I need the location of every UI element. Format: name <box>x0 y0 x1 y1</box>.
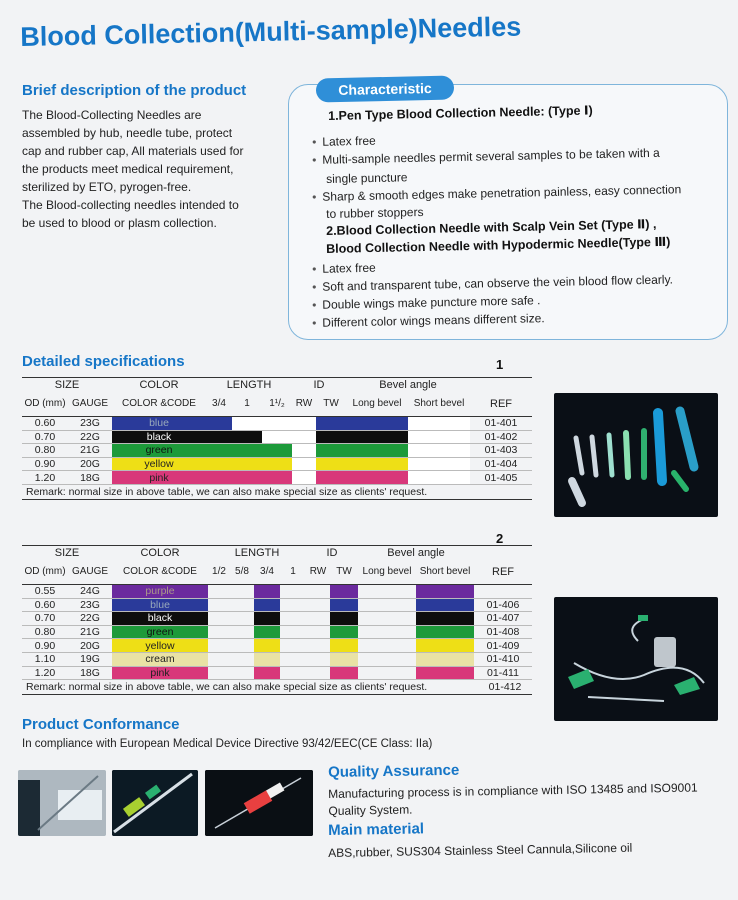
ref-header: REF <box>490 398 512 411</box>
brief-line: assembled by hub, needle tube, protect <box>22 126 233 140</box>
od-cell: 0.55 <box>22 585 68 599</box>
table-row <box>22 585 532 599</box>
length-header: LENGTH <box>234 547 280 560</box>
ref-cell: 01-409 <box>474 639 532 653</box>
od-cell: 1.20 <box>22 471 68 485</box>
color-cell: pink <box>112 666 208 680</box>
length-col: 1¹/₂ <box>269 398 285 410</box>
color-header: COLOR <box>140 547 180 560</box>
gauge-cell: 22G <box>68 430 112 444</box>
type2-bullet: • Soft and transparent tube, can observe the vein blood flow clearly. <box>312 272 673 294</box>
material-photo-1 <box>18 770 106 836</box>
size-header: SIZE <box>54 379 80 392</box>
od-cell: 0.80 <box>22 625 68 639</box>
type1-bullet-cont: to rubber stoppers <box>326 204 424 221</box>
id-header: ID <box>326 547 338 560</box>
od-cell: 0.90 <box>22 457 68 471</box>
scalp-vein-illustration <box>554 597 718 721</box>
od-cell: 1.10 <box>22 652 68 666</box>
length-col: 5/8 <box>235 566 249 578</box>
ref-cell: 01-408 <box>474 625 532 639</box>
color-cell: yellow <box>112 457 206 471</box>
scalp-vein-photo <box>554 597 718 721</box>
ref-cell: 01-411 <box>474 666 532 680</box>
color-cell: green <box>112 444 206 458</box>
pen-needles-photo <box>554 393 718 517</box>
table-row <box>22 598 532 612</box>
type1-bullet: • Latex free <box>312 134 376 149</box>
color-cell: yellow <box>112 639 208 653</box>
specs-heading: Detailed specifications <box>22 353 185 370</box>
brief-heading: Brief description of the product <box>22 82 247 99</box>
id-header: ID <box>313 379 325 392</box>
gauge-cell: 22G <box>68 612 112 626</box>
color-code-header: COLOR &CODE <box>122 398 196 410</box>
gauge-cell: 18G <box>68 666 112 680</box>
conformance-text: In compliance with European Medical Device Directive 93/42/EEC(CE Class: IIa) <box>22 738 433 750</box>
gauge-cell: 19G <box>68 652 112 666</box>
table2-number: 2 <box>496 531 504 546</box>
spec-table-1 <box>22 377 532 500</box>
ref-cell: 01-407 <box>474 612 532 626</box>
material-text: ABS,rubber, SUS304 Stainless Steel Cannula,Silicone oil <box>328 840 633 860</box>
color-cell: purple <box>112 585 208 599</box>
od-cell: 1.20 <box>22 666 68 680</box>
table-row <box>22 457 532 471</box>
gauge-cell: 20G <box>68 457 112 471</box>
color-cell: green <box>112 625 208 639</box>
type1-bullet: • Sharp & smooth edges make penetration painless, easy connection <box>312 182 681 204</box>
od-header: OD (mm) <box>24 566 66 578</box>
ref-header: REF <box>492 566 514 579</box>
od-cell: 0.60 <box>22 417 68 431</box>
gauge-cell: 23G <box>68 417 112 431</box>
ref-cell: 01-403 <box>470 444 532 458</box>
brief-line: The Blood-collecting needles intended to <box>22 198 239 212</box>
od-cell: 0.90 <box>22 639 68 653</box>
table-row <box>22 430 532 444</box>
page-title: Blood Collection(Multi-sample)Needles <box>20 11 522 52</box>
ref-cell: 01-401 <box>470 417 532 431</box>
ref-cell: 01-402 <box>470 430 532 444</box>
type2-bullet: • Double wings make puncture more safe . <box>312 293 541 312</box>
short-bevel-header: Short bevel <box>419 566 471 578</box>
table-row <box>22 612 532 626</box>
table2-remark: Remark: normal size in above table, we can also make special size as clients' request. <box>22 680 474 695</box>
quality-text <box>328 779 719 820</box>
table-row <box>22 652 532 666</box>
gauge-cell: 23G <box>68 598 112 612</box>
spec-table-2 <box>22 545 532 695</box>
length-col: 3/4 <box>212 398 226 410</box>
material-photo-2 <box>112 770 198 836</box>
needle-hub-illustration <box>205 770 313 836</box>
color-cell: blue <box>112 598 208 612</box>
length-col: 1/2 <box>212 566 226 578</box>
ref-cell: 01-410 <box>474 652 532 666</box>
material-heading: Main material <box>328 820 425 839</box>
ref-cell: 01-405 <box>470 471 532 485</box>
quality-line: Quality System. <box>328 802 413 818</box>
gauge-header: GAUGE <box>71 398 109 410</box>
table-row <box>22 666 532 680</box>
conformance-heading: Product Conformance <box>22 716 180 733</box>
color-cell: black <box>112 430 206 444</box>
od-cell: 0.70 <box>22 430 68 444</box>
length-col: 3/4 <box>260 566 274 578</box>
gauge-header: GAUGE <box>71 566 109 578</box>
gauge-cell: 20G <box>68 639 112 653</box>
od-cell: 0.60 <box>22 598 68 612</box>
table-row <box>22 625 532 639</box>
od-header: OD (mm) <box>24 398 66 410</box>
table-row <box>22 444 532 458</box>
brief-line: cap and rubber cap, All materials used for <box>22 144 244 158</box>
syringe-illustration <box>18 770 106 836</box>
tw-header: TW <box>323 398 339 410</box>
needle-closeup-illustration <box>112 770 198 836</box>
rw-header: RW <box>295 398 313 410</box>
color-cell: pink <box>112 471 206 485</box>
type1-bullet: • Multi-sample needles permit several samples to be taken with a <box>312 146 660 167</box>
ref-cell: 01-404 <box>470 457 532 471</box>
type2-heading: 2.Blood Collection Needle with Scalp Vein Set (Type Ⅱ) , <box>326 217 657 238</box>
quality-heading: Quality Assurance <box>328 761 460 781</box>
ref-cell <box>474 585 532 599</box>
brief-line: the products meet medical requirement, <box>22 162 234 176</box>
table1-remark: Remark: normal size in above table, we can also make special size as clients' request. <box>22 484 470 499</box>
brief-line: sterilized by ETO, pyrogen-free. <box>22 180 192 194</box>
ref-cell: 01-412 <box>474 680 532 695</box>
tw-header: TW <box>336 566 352 578</box>
type3-heading: Blood Collection Needle with Hypodermic Needle(Type Ⅲ) <box>326 234 671 256</box>
brief-line: The Blood-Collecting Needles are <box>22 108 202 122</box>
ref-cell: 01-406 <box>474 598 532 612</box>
color-cell: black <box>112 612 208 626</box>
table-row <box>22 417 532 431</box>
type2-bullet: • Different color wings means different size. <box>312 311 545 330</box>
bevel-header: Bevel angle <box>379 379 437 392</box>
gauge-cell: 21G <box>68 625 112 639</box>
color-header: COLOR <box>139 379 179 392</box>
bevel-header: Bevel angle <box>387 547 445 560</box>
rw-header: RW <box>309 566 327 578</box>
brief-description <box>22 106 284 232</box>
color-code-header: COLOR &CODE <box>123 566 197 578</box>
material-photo-3 <box>205 770 313 836</box>
size-header: SIZE <box>54 547 80 560</box>
od-cell: 0.70 <box>22 612 68 626</box>
table-row <box>22 639 532 653</box>
gauge-cell: 21G <box>68 444 112 458</box>
gauge-cell: 18G <box>68 471 112 485</box>
table1-number: 1 <box>496 357 504 372</box>
color-cell: blue <box>112 417 206 431</box>
type1-bullet-cont: single puncture <box>326 170 408 186</box>
needles-illustration <box>554 393 718 517</box>
length-header: LENGTH <box>226 379 272 392</box>
long-bevel-header: Long bevel <box>362 566 412 578</box>
gauge-cell: 24G <box>68 585 112 599</box>
od-cell: 0.80 <box>22 444 68 458</box>
short-bevel-header: Short bevel <box>413 398 465 410</box>
table-row <box>22 471 532 485</box>
type2-bullet: • Latex free <box>312 261 376 276</box>
brief-line: be used to blood or plasm collection. <box>22 216 217 230</box>
length-col: 1 <box>244 398 250 410</box>
long-bevel-header: Long bevel <box>352 398 402 410</box>
color-cell: cream <box>112 652 208 666</box>
characteristic-badge: Characteristic <box>316 76 454 103</box>
length-col: 1 <box>290 566 296 578</box>
quality-line: Manufacturing process is in compliance with ISO 13485 and ISO9001 <box>328 780 698 801</box>
type1-heading: 1.Pen Type Blood Collection Needle: (Type Ⅰ) <box>328 103 593 123</box>
